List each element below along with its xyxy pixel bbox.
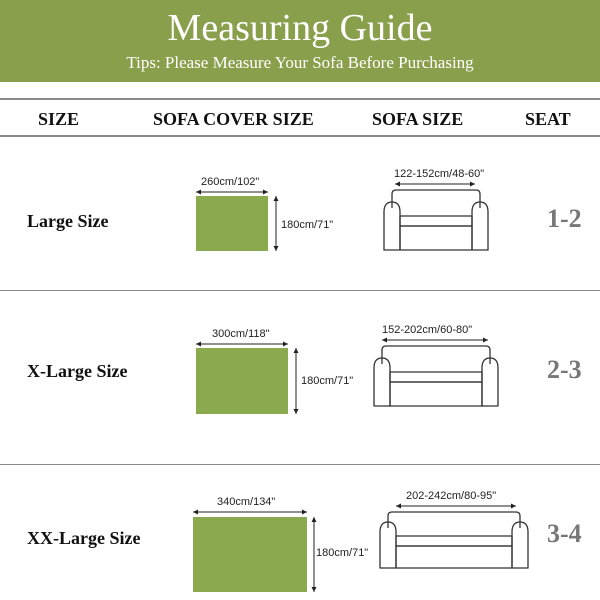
sofa-width-label: 152-202cm/60-80" xyxy=(382,324,473,336)
header-bottom-rule xyxy=(0,135,600,137)
row-divider-1 xyxy=(0,290,600,291)
size-label: XX-Large Size xyxy=(27,528,141,548)
seat-count: 3-4 xyxy=(547,519,582,548)
column-header-sofa-size: SOFA SIZE xyxy=(372,109,464,129)
cover-width-arrow xyxy=(196,341,288,347)
cover-height-label: 180cm/71" xyxy=(281,219,334,231)
cover-width-label: 340cm/134" xyxy=(217,496,276,508)
seat-count: 1-2 xyxy=(547,204,582,233)
cover-width-arrow xyxy=(196,189,268,195)
cover-height-arrow xyxy=(273,196,279,251)
size-label: Large Size xyxy=(27,211,109,231)
sofa-icon xyxy=(382,188,490,254)
cover-width-arrow xyxy=(193,509,307,515)
column-header-seat: SEAT xyxy=(525,109,571,129)
tips-text: Tips: Please Measure Your Sofa Before Purchasing xyxy=(126,53,474,72)
cover-height-arrow xyxy=(293,348,299,414)
cover-height-label: 180cm/71" xyxy=(301,375,354,387)
table-top-rule xyxy=(0,98,600,100)
cover-width-label: 260cm/102" xyxy=(201,176,260,188)
sofa-icon xyxy=(378,510,530,572)
sofa-width-arrow xyxy=(396,503,516,509)
row-divider-2 xyxy=(0,464,600,465)
sofa-width-arrow xyxy=(382,337,488,343)
cover-height-label: 180cm/71" xyxy=(316,547,369,559)
sofa-icon xyxy=(372,344,500,410)
sofa-width-arrow xyxy=(395,181,475,187)
cover-swatch xyxy=(196,196,268,251)
sofa-width-label: 122-152cm/48-60" xyxy=(394,168,485,180)
header-banner xyxy=(0,0,600,82)
page-title: Measuring Guide xyxy=(167,7,433,49)
seat-count: 2-3 xyxy=(547,355,582,384)
cover-swatch xyxy=(196,348,288,414)
cover-width-label: 300cm/118" xyxy=(212,328,270,340)
cover-swatch xyxy=(193,517,307,592)
column-header-size: SIZE xyxy=(38,109,80,129)
sofa-width-label: 202-242cm/80-95" xyxy=(406,490,497,502)
size-label: X-Large Size xyxy=(27,361,128,381)
column-header-cover-size: SOFA COVER SIZE xyxy=(153,109,314,129)
